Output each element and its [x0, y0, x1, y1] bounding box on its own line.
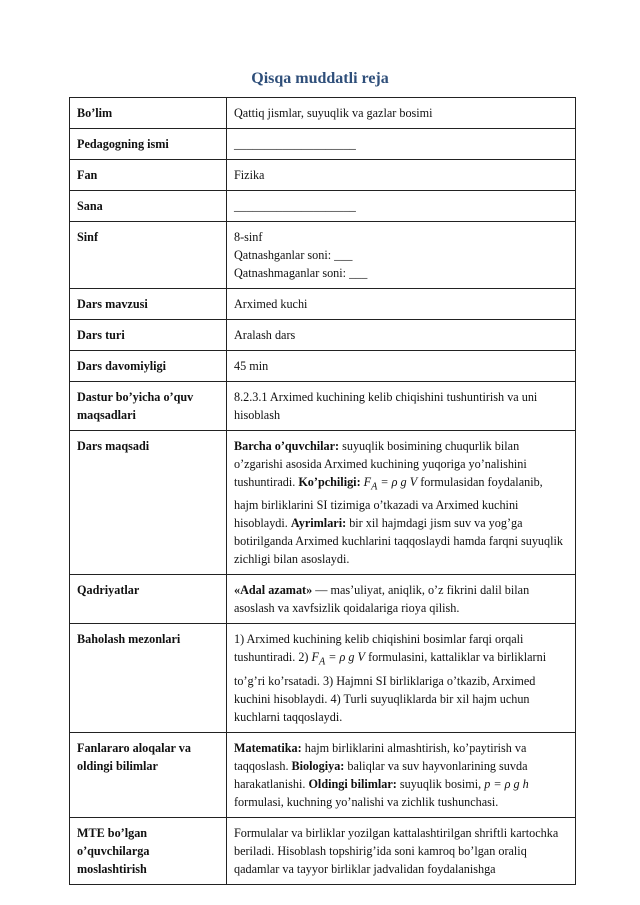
page-title: Qisqa muddatli reja — [251, 70, 389, 87]
text-run: hajm birliklarini almashtirish, ko’paytirish va taqqoslash. — [234, 740, 527, 773]
text-run: suyuqlik bosimining chuqurlik bilan o’zgarishi asosida Arximed kuchining yuqoriga yo’nalishini tushuntiradi. — [234, 439, 527, 489]
table-row — [70, 431, 576, 575]
text-run: 1) Arximed kuchining kelib chiqishini bosimlar farqi orqali tushuntiradi. 2) — [234, 632, 524, 665]
row-value — [227, 732, 576, 817]
table-row — [70, 817, 576, 884]
row-value: Aralash dars — [227, 320, 576, 351]
row-value: ____________________ — [227, 129, 576, 160]
bold-term: Ayrimlari: — [290, 516, 347, 531]
table-row — [70, 129, 576, 160]
formula: F — [360, 475, 372, 489]
row-value — [227, 431, 576, 575]
table-row — [70, 320, 576, 351]
table-row — [70, 191, 576, 222]
row-label: Fanlararo aloqalar va oldingi bilimlar — [70, 732, 227, 817]
row-label: Baholash mezonlari — [70, 624, 227, 732]
row-value: ____________________ — [227, 191, 576, 222]
table-row — [70, 289, 576, 320]
text-run: baliqlar va suv hayvonlarining suvda harakatlanishi. — [234, 758, 528, 791]
table-row — [70, 575, 576, 624]
table-row — [70, 98, 576, 129]
row-value: 8.2.3.1 Arximed kuchining kelib chiqishini tushuntirish va uni hisoblash — [227, 382, 576, 431]
row-value: Qattiq jismlar, suyuqlik va gazlar bosimi — [227, 98, 576, 129]
formula: = ρ g V — [325, 650, 366, 665]
text-run: formulasidan foydalanib, hajm birliklarini SI tizimiga o’tkazadi va Arximed kuchini hisoblaydi. — [234, 475, 543, 531]
row-label: Dars maqsadi — [70, 431, 227, 575]
absent-line: Qatnashmaganlar soni: ___ — [234, 266, 368, 280]
row-value: Arximed kuchi — [227, 289, 576, 320]
grade-line: 8-sinf — [234, 230, 263, 244]
table-row — [70, 382, 576, 431]
bold-term: Matematika: — [234, 740, 302, 755]
formula-subscript: A — [318, 656, 326, 668]
text-run: — mas’uliyat, aniqlik, o’z fikrini dalil bilan asoslash va xavfsizlik qoidalariga rioya qilish. — [234, 583, 530, 616]
row-value — [227, 575, 576, 624]
table-row — [70, 222, 576, 289]
table-row — [70, 160, 576, 191]
row-value: Formulalar va birliklar yozilgan kattalashtirilgan shriftli kartochka beriladi. Hisoblash topshirig’ida soni kamroq bo’lgan oraliq qadamlar va tayyor birliklar jadvalidan foydalanishga — [227, 817, 576, 884]
row-label: MTE bo’lgan o’quvchilarga moslashtirish — [70, 817, 227, 884]
row-value: Fizika — [227, 160, 576, 191]
formula: F — [311, 650, 319, 665]
text-run: formulasini, kattaliklar va birliklarni to’g’ri ko’rsatadi. 3) Hajmni SI birliklariga o’tkazib, Arximed kuchini hisoblaydi. 4) Turli suyuqliklarda bir xil hajm uchun kuchlarni taqqoslaydi. — [234, 650, 547, 724]
row-label: Dastur bo’yicha o’quv maqsadlari — [70, 382, 227, 431]
row-value — [227, 222, 576, 289]
formula-subscript: A — [371, 481, 378, 493]
row-label: Dars turi — [70, 320, 227, 351]
bold-term: Biologiya: — [291, 758, 345, 773]
row-value: 45 min — [227, 351, 576, 382]
text-run: suyuqlik bosimi, — [396, 776, 485, 791]
table-row — [70, 351, 576, 382]
row-value — [227, 624, 576, 732]
attended-line: Qatnashganlar soni: ___ — [234, 248, 353, 262]
row-label: Qadriyatlar — [70, 575, 227, 624]
bold-term: Barcha o’quvchilar: — [234, 439, 340, 453]
table-row — [70, 732, 576, 817]
formula: = ρ g V — [377, 475, 418, 489]
formula: p = ρ g h — [484, 776, 529, 791]
row-label: Dars mavzusi — [70, 289, 227, 320]
text-run: bir xil hajmdagi jism suv va yog’ga botirilganda Arximed kuchlarini taqqoslaydi hamda farqni suyuqlik zichligi bilan asoslaydi. — [234, 516, 563, 567]
row-label: Dars davomiyligi — [70, 351, 227, 382]
bold-term: «Adal azamat» — [234, 583, 313, 598]
bold-term: Oldingi bilimlar: — [308, 776, 397, 791]
row-label: Bo’lim — [70, 98, 227, 129]
text-run: formulasi, kuchning yo’nalishi va zichlik tushunchasi. — [234, 794, 499, 809]
row-label: Sinf — [70, 222, 227, 289]
row-label: Pedagogning ismi — [70, 129, 227, 160]
table-row — [70, 624, 576, 732]
lesson-plan-table — [69, 97, 576, 885]
row-label: Sana — [70, 191, 227, 222]
bold-term: Ko’pchiligi: — [298, 475, 361, 489]
row-label: Fan — [70, 160, 227, 191]
